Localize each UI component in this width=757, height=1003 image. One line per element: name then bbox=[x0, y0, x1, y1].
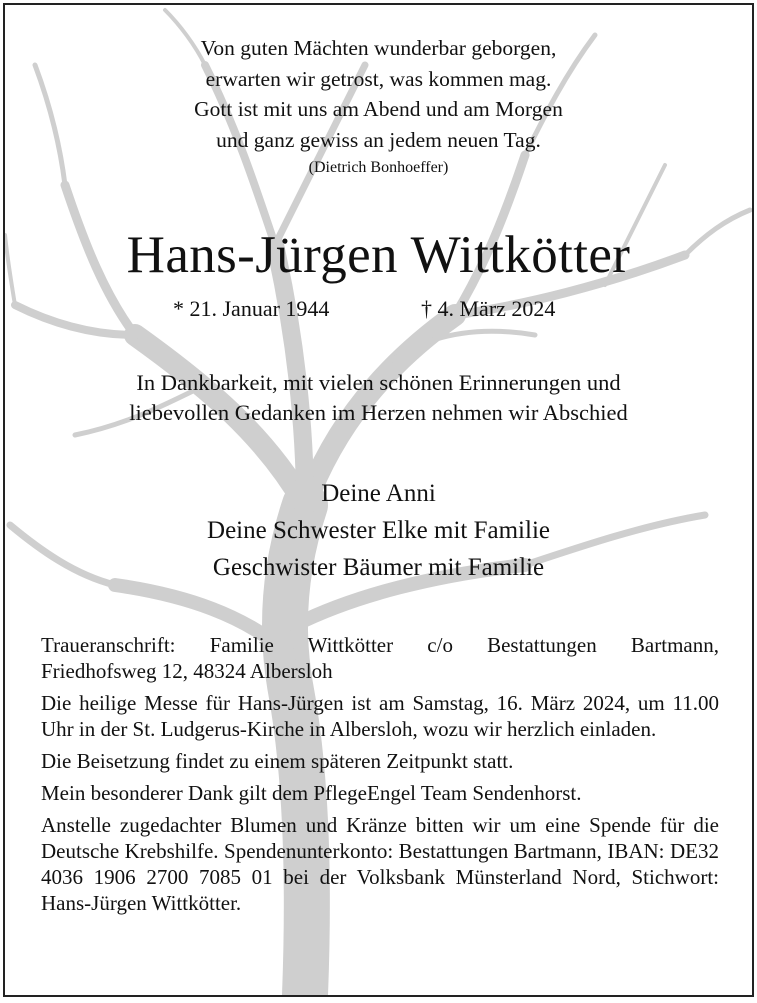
farewell-text bbox=[5, 368, 752, 428]
bonhoeffer-quote bbox=[5, 33, 752, 155]
quote-line: Von guten Mächten wunderbar geborgen, bbox=[200, 36, 557, 60]
mourners-list bbox=[5, 475, 752, 586]
mass-info: Die heilige Messe für Hans-Jürgen ist am Samstag, 16. März 2024, um 11.00 Uhr in der St. Ludgerus-Kirche in Albersloh, wozu wir herzlich einladen. bbox=[41, 691, 719, 741]
donation-info: Anstelle zugedachter Blumen und Kränze bitten wir um eine Spende für die Deutsche Krebshilfe. Spendenunterkonto: Bestattungen Bartmann, IBAN: DE32 4036 1906 2700 7085 01 bei der Volksbank Münsterland Nord, Stichwort: Hans-Jürgen Wittkötter. bbox=[41, 813, 719, 915]
farewell-line: liebevollen Gedanken im Herzen nehmen wir Abschied bbox=[129, 400, 628, 425]
quote-author: (Dietrich Bonhoeffer) bbox=[308, 159, 449, 176]
mourner: Deine Anni bbox=[321, 480, 436, 507]
notice-details bbox=[41, 632, 719, 922]
death-date: † 4. März 2024 bbox=[421, 296, 556, 321]
address-line: Traueranschrift: Familie Wittkötter c/o Bestattungen Bartmann, bbox=[41, 633, 719, 657]
deceased-name: Hans-Jürgen Wittkötter bbox=[126, 226, 631, 284]
condolence-address bbox=[41, 632, 719, 684]
mourner: Deine Schwester Elke mit Familie bbox=[207, 517, 550, 544]
thanks-info: Mein besonderer Dank gilt dem PflegeEngel Team Sendenhorst. bbox=[41, 781, 582, 805]
mourner: Geschwister Bäumer mit Familie bbox=[212, 554, 545, 581]
burial-info: Die Beisetzung findet zu einem späteren Zeitpunkt statt. bbox=[41, 749, 514, 773]
quote-line: erwarten wir getrost, was kommen mag. bbox=[205, 66, 552, 91]
quote-line: Gott ist mit uns am Abend und am Morgen bbox=[194, 97, 563, 121]
obituary-notice bbox=[3, 3, 754, 997]
quote-line: und ganz gewiss an jedem neuen Tag. bbox=[216, 127, 541, 152]
address-line: Friedhofsweg 12, 48324 Albersloh bbox=[41, 659, 333, 683]
birth-date: * 21. Januar 1944 bbox=[173, 296, 330, 321]
farewell-line: In Dankbarkeit, mit vielen schönen Erinnerungen und bbox=[136, 370, 621, 395]
